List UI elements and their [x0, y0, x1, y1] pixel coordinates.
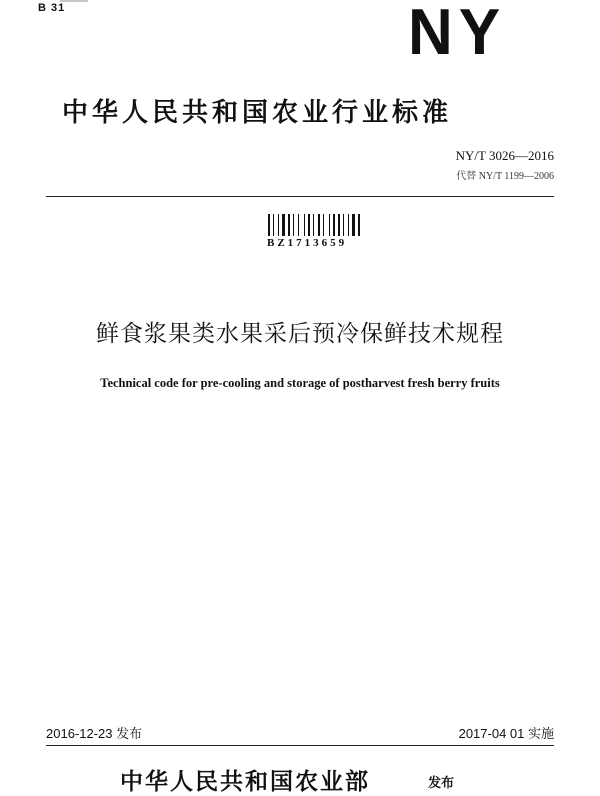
standard-type-heading: 中华人民共和国农业行业标准 — [62, 98, 453, 128]
implementation-date: 2017-04 01 实施 — [458, 726, 554, 741]
issuing-authority: 中华人民共和国农业部 — [120, 769, 370, 795]
document-title-english: Technical code for pre-cooling and storage of postharvest fresh berry fruits — [100, 376, 500, 390]
issuing-authority-suffix: 发布 — [428, 776, 455, 791]
issue-date: 2016-12-23 发布 — [46, 726, 143, 741]
top-divider — [46, 196, 554, 197]
document-title-chinese: 鲜食浆果类水果采后预冷保鲜技术规程 — [96, 321, 504, 347]
barcode-image — [268, 214, 372, 236]
standard-number: NY/T 3026—2016 — [455, 148, 554, 163]
barcode-number: BZ1713659 — [267, 237, 348, 249]
classification-code: B 31 — [38, 2, 66, 14]
ny-logo: NY — [408, 0, 507, 69]
bottom-divider — [46, 745, 554, 746]
replaces-standard: 代替 NY/T 1199—2006 — [456, 171, 554, 182]
